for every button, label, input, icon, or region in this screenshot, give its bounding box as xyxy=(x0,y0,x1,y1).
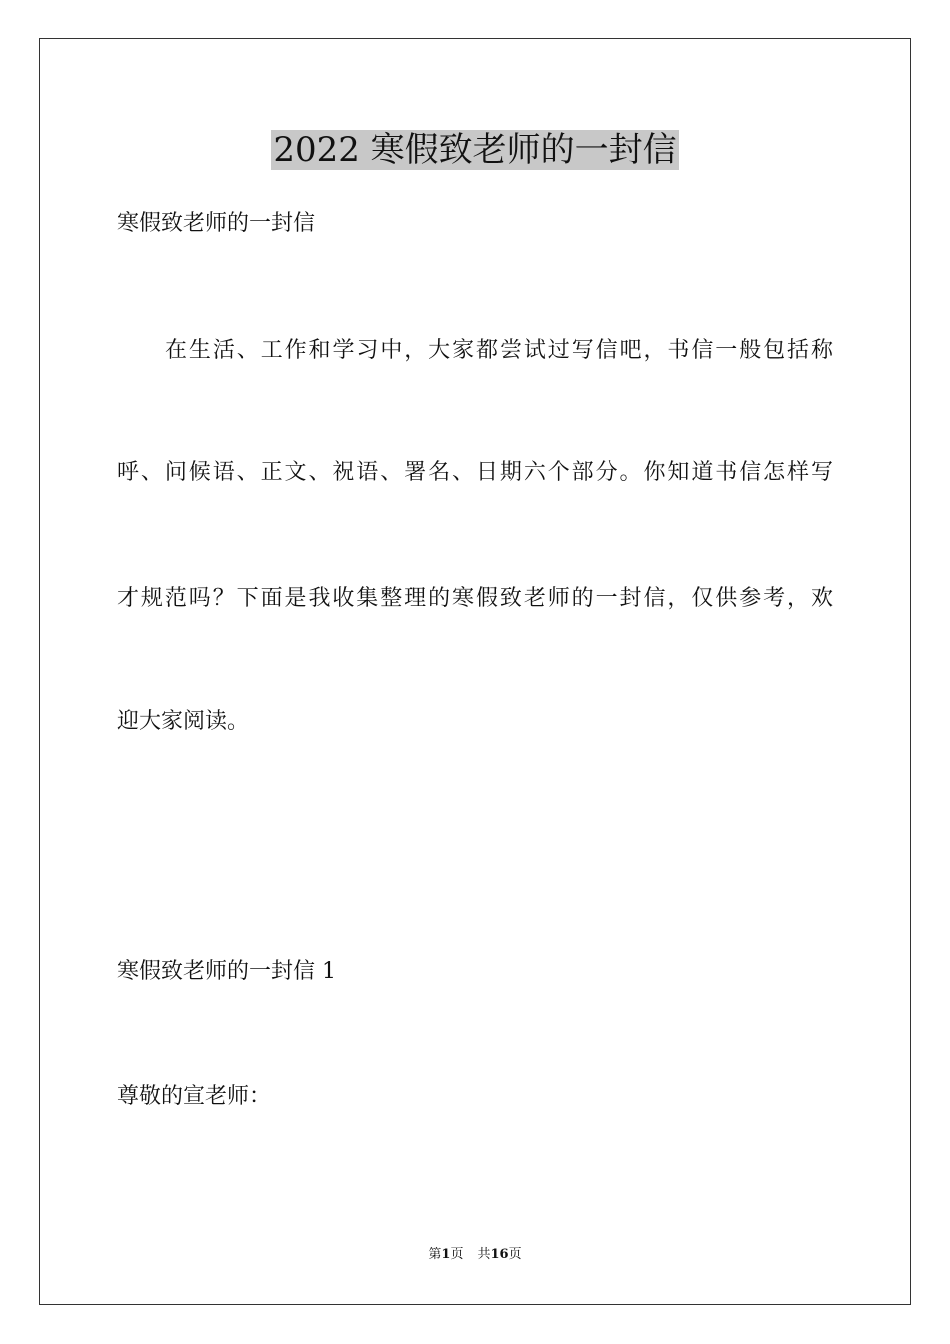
intro-paragraph-line-4: 迎大家阅读。 xyxy=(117,709,250,734)
footer-total-suffix: 页 xyxy=(508,1247,522,1262)
footer-page-suffix: 页 xyxy=(450,1247,464,1262)
intro-paragraph-line-3: 才规范吗？下面是我收集整理的寒假致老师的一封信，仅供参考，欢 xyxy=(117,586,833,611)
footer-page-number: 1 xyxy=(441,1247,451,1262)
footer-total-prefix: 共 xyxy=(477,1247,491,1262)
document-subtitle: 寒假致老师的一封信 xyxy=(117,211,316,236)
footer-page-prefix: 第 xyxy=(428,1247,442,1262)
document-title xyxy=(0,128,950,172)
letter-salutation: 尊敬的宣老师： xyxy=(117,1084,272,1109)
intro-paragraph-line-2: 呼、问候语、正文、祝语、署名、日期六个部分。你知道书信怎样写 xyxy=(117,460,833,485)
page-footer xyxy=(0,1246,950,1264)
footer-total-pages: 16 xyxy=(490,1247,509,1262)
document-title-text: 2022 寒假致老师的一封信 xyxy=(273,130,677,170)
intro-paragraph-line-1: 在生活、工作和学习中，大家都尝试过写信吧，书信一般包括称 xyxy=(165,338,833,363)
section-heading: 寒假致老师的一封信 1 xyxy=(117,959,336,984)
